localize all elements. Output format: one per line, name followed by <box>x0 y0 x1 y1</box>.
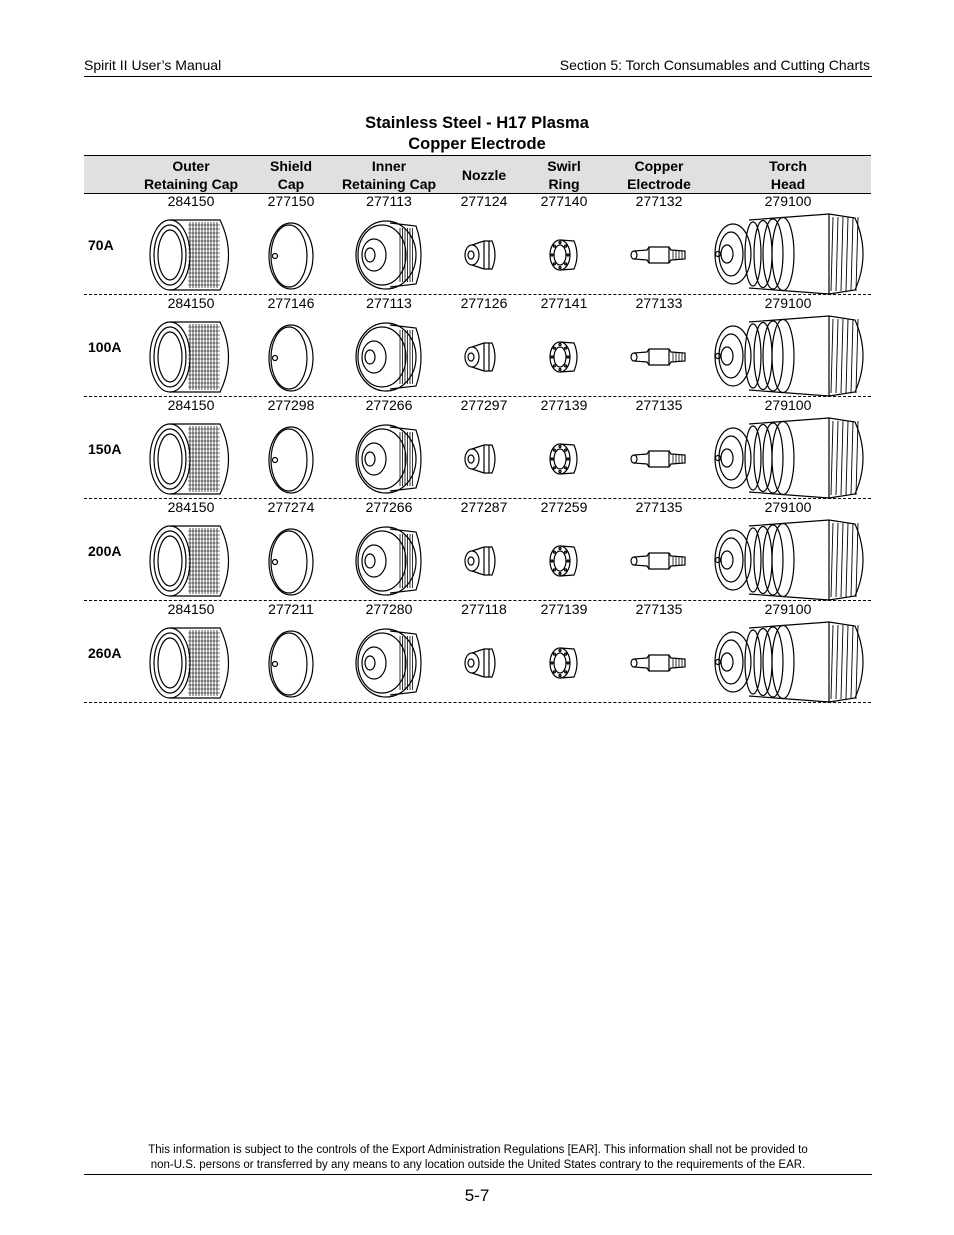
amperage-label: 150A <box>88 441 122 457</box>
part-number: 277266 <box>365 397 413 413</box>
part-number: 277259 <box>540 499 588 515</box>
outer-retaining-cap-image <box>142 625 242 701</box>
part-illustration <box>142 421 242 502</box>
part-illustration <box>267 424 317 501</box>
column-header-line1: Inner <box>371 157 407 174</box>
column-header-2 <box>342 156 436 193</box>
part-illustration <box>354 218 426 297</box>
part-illustration <box>548 339 582 380</box>
shield-cap-image <box>267 628 317 700</box>
inner-retaining-cap-image <box>354 320 426 394</box>
part-illustration <box>548 645 582 686</box>
column-header-line1: Swirl <box>547 157 581 174</box>
table-row <box>84 499 871 601</box>
part-number: 277113 <box>366 295 412 311</box>
column-header-line2: Electrode <box>627 175 691 192</box>
torch-head-image <box>709 416 869 500</box>
inner-retaining-cap-image <box>354 626 426 700</box>
column-header-line2: Head <box>770 175 806 192</box>
part-illustration <box>709 620 869 709</box>
column-header-4 <box>547 156 580 193</box>
part-number: 284150 <box>167 397 215 413</box>
part-number: 277146 <box>267 295 315 311</box>
outer-retaining-cap-image <box>142 523 242 599</box>
column-header-line1: Nozzle <box>461 166 507 183</box>
column-header-line1: Shield <box>269 157 313 174</box>
export-notice <box>84 1143 872 1173</box>
page-number: 5-7 <box>464 1186 490 1205</box>
outer-retaining-cap-image <box>142 217 242 293</box>
part-illustration <box>462 439 502 484</box>
part-number: 277141 <box>540 295 588 311</box>
amperage-label: 70A <box>88 237 114 253</box>
column-header-5 <box>627 156 691 193</box>
chart-title <box>0 113 954 155</box>
part-illustration <box>462 643 502 688</box>
part-number: 284150 <box>167 295 215 311</box>
table-row <box>84 193 871 295</box>
part-number: 277135 <box>635 601 683 617</box>
part-number: 277266 <box>365 499 413 515</box>
swirl-ring-image <box>548 543 582 579</box>
part-illustration <box>629 346 689 373</box>
column-header-line2: Ring <box>548 175 580 192</box>
export-notice-line1: This information is subject to the controls of the Export Administration Regulations [EAR]. This information shall not be provided to <box>148 1144 808 1156</box>
column-header-line1: Outer <box>172 157 210 174</box>
copper-electrode-image <box>629 652 689 674</box>
manual-title: Spirit II User’s Manual <box>84 57 222 73</box>
part-illustration <box>709 518 869 607</box>
torch-head-image <box>709 518 869 602</box>
part-illustration <box>142 523 242 604</box>
amperage-label: 100A <box>88 339 122 355</box>
part-number: 284150 <box>167 601 215 617</box>
copper-electrode-image <box>629 448 689 470</box>
swirl-ring-image <box>548 237 582 273</box>
row-separator <box>84 702 871 703</box>
part-number: 277132 <box>635 193 683 209</box>
part-illustration <box>267 526 317 603</box>
part-number: 279100 <box>764 193 812 209</box>
column-header-line2: Cap <box>277 175 305 192</box>
column-header-line1: Copper <box>634 157 684 174</box>
part-number: 279100 <box>764 499 812 515</box>
column-header-6 <box>769 156 807 193</box>
copper-electrode-image <box>629 550 689 572</box>
copper-electrode-image <box>629 346 689 368</box>
part-illustration <box>354 626 426 705</box>
part-number: 277113 <box>366 193 412 209</box>
part-number: 277150 <box>267 193 315 209</box>
part-number: 284150 <box>167 499 215 515</box>
part-number: 277274 <box>267 499 315 515</box>
part-illustration <box>267 220 317 297</box>
table-header <box>84 155 871 194</box>
part-illustration <box>267 322 317 399</box>
part-illustration <box>142 217 242 298</box>
section-title: Section 5: Torch Consumables and Cutting Charts <box>559 57 870 73</box>
outer-retaining-cap-image <box>142 421 242 497</box>
nozzle-image <box>462 643 502 683</box>
part-illustration <box>629 652 689 679</box>
part-illustration <box>709 212 869 301</box>
part-number: 277135 <box>635 499 683 515</box>
table-row <box>84 295 871 397</box>
shield-cap-image <box>267 322 317 394</box>
column-header-line2: Retaining Cap <box>143 175 239 192</box>
part-number: 277126 <box>460 295 508 311</box>
part-number: 279100 <box>764 601 812 617</box>
part-illustration <box>354 320 426 399</box>
part-illustration <box>142 625 242 706</box>
table-row <box>84 397 871 499</box>
chart-title-line2: Copper Electrode <box>408 135 546 153</box>
part-illustration <box>462 541 502 586</box>
part-number: 284150 <box>167 193 215 209</box>
table-row <box>84 601 871 703</box>
inner-retaining-cap-image <box>354 422 426 496</box>
part-number: 277297 <box>460 397 508 413</box>
column-header-0 <box>144 156 238 193</box>
part-illustration <box>709 416 869 505</box>
inner-retaining-cap-image <box>354 218 426 292</box>
column-header-3 <box>462 156 506 193</box>
part-illustration <box>548 237 582 278</box>
swirl-ring-image <box>548 339 582 375</box>
footer-rule <box>84 1174 872 1175</box>
torch-head-image <box>709 212 869 296</box>
part-number: 277280 <box>365 601 413 617</box>
column-header-line2: Retaining Cap <box>341 175 437 192</box>
part-illustration <box>462 235 502 280</box>
part-illustration <box>548 441 582 482</box>
part-illustration <box>354 524 426 603</box>
part-number: 277139 <box>540 601 588 617</box>
part-illustration <box>629 244 689 271</box>
nozzle-image <box>462 541 502 581</box>
part-number: 277140 <box>540 193 588 209</box>
part-illustration <box>354 422 426 501</box>
inner-retaining-cap-image <box>354 524 426 598</box>
header-rule <box>84 76 872 77</box>
part-illustration <box>629 448 689 475</box>
column-header-line1: Torch <box>769 157 807 174</box>
nozzle-image <box>462 235 502 275</box>
part-number: 277139 <box>540 397 588 413</box>
part-number: 277118 <box>461 601 507 617</box>
export-notice-line2: non-U.S. persons or transferred by any means to any location outside the United States contrary to the requirements of the EAR. <box>150 1159 806 1171</box>
part-number: 279100 <box>764 295 812 311</box>
part-illustration <box>267 628 317 705</box>
part-illustration <box>142 319 242 400</box>
part-number: 279100 <box>764 397 812 413</box>
shield-cap-image <box>267 424 317 496</box>
nozzle-image <box>462 337 502 377</box>
part-number: 277133 <box>635 295 683 311</box>
part-number: 277135 <box>635 397 683 413</box>
torch-head-image <box>709 620 869 704</box>
part-number: 277124 <box>460 193 508 209</box>
part-illustration <box>548 543 582 584</box>
part-number: 277211 <box>268 601 314 617</box>
part-illustration <box>462 337 502 382</box>
shield-cap-image <box>267 220 317 292</box>
copper-electrode-image <box>629 244 689 266</box>
torch-head-image <box>709 314 869 398</box>
amperage-label: 260A <box>88 645 122 661</box>
swirl-ring-image <box>548 441 582 477</box>
part-number: 277287 <box>460 499 508 515</box>
shield-cap-image <box>267 526 317 598</box>
amperage-label: 200A <box>88 543 122 559</box>
chart-title-line1: Stainless Steel - H17 Plasma <box>365 114 589 132</box>
column-header-1 <box>270 156 312 193</box>
swirl-ring-image <box>548 645 582 681</box>
part-illustration <box>629 550 689 577</box>
part-illustration <box>709 314 869 403</box>
part-number: 277298 <box>267 397 315 413</box>
outer-retaining-cap-image <box>142 319 242 395</box>
nozzle-image <box>462 439 502 479</box>
